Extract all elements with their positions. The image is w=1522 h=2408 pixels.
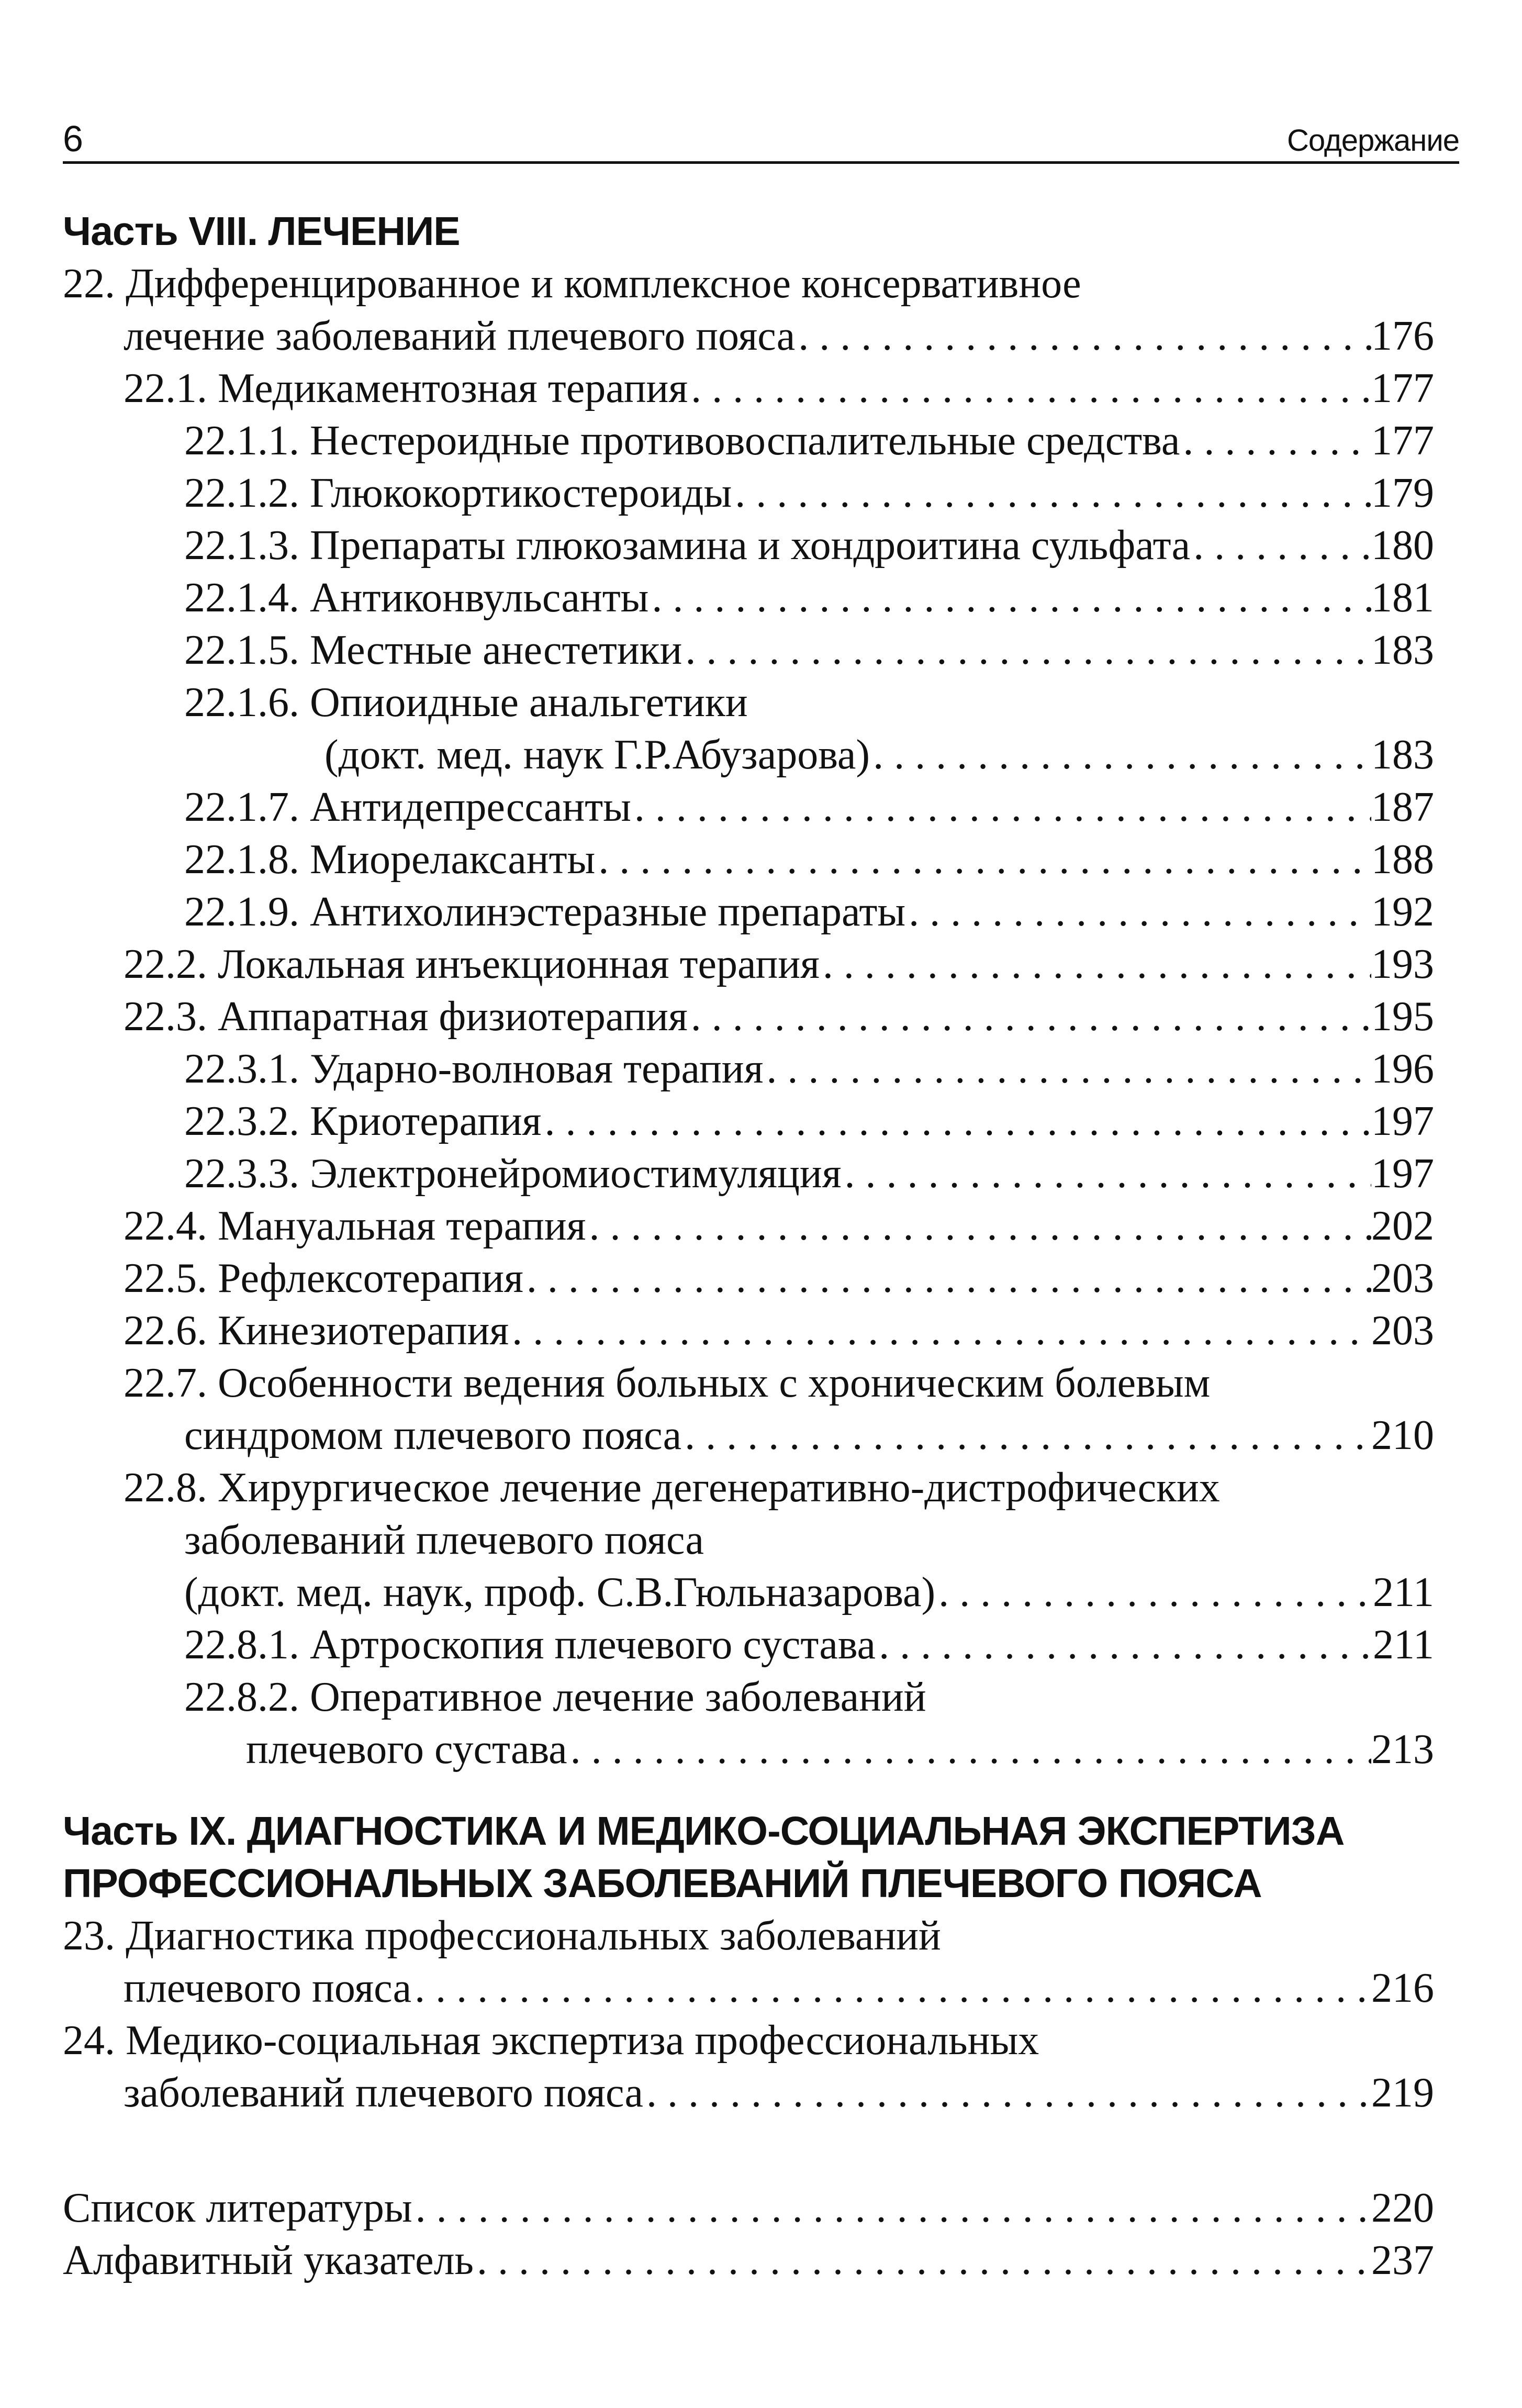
toc-entry-references[interactable] <box>63 2182 1434 2234</box>
toc-entry-title: 22.1. Медикаментозная терапия <box>124 365 688 411</box>
toc-entry-22-5[interactable] <box>124 1252 1434 1305</box>
toc-entry-22-8-title: 22.8. Хирургическое лечение дегенеративно-дистрофических <box>124 1465 1220 1511</box>
toc-page-number: 192 <box>1371 889 1434 935</box>
toc-page-number: 177 <box>1371 365 1434 411</box>
toc-page-number: 237 <box>1371 2237 1434 2283</box>
dot-leader <box>643 2067 1371 2119</box>
dot-leader <box>688 990 1371 1043</box>
dot-leader <box>732 467 1371 519</box>
toc-entry-22-1-1[interactable] <box>184 415 1434 467</box>
dot-leader <box>567 1723 1371 1776</box>
part-viii-heading: Часть VIII. ЛЕЧЕНИЕ <box>63 209 460 254</box>
running-head-section: Содержание <box>1287 124 1459 158</box>
toc-entry-23[interactable] <box>124 1962 1434 2014</box>
toc-entry-22[interactable] <box>124 310 1434 362</box>
toc-entry-22-1-8[interactable] <box>184 833 1434 886</box>
toc-entry-title: (докт. мед. наук, проф. С.В.Гюльназарова) <box>184 1569 936 1615</box>
toc-entry-22-8[interactable] <box>184 1566 1434 1619</box>
toc-entry-22-1-3[interactable] <box>184 519 1434 572</box>
toc-entry-23-title: 23. Диагностика профессиональных заболеваний <box>63 1913 941 1959</box>
dot-leader <box>1190 519 1371 572</box>
toc-entry-title: 22.3.3. Электронейромиостимуляция <box>184 1151 842 1197</box>
dot-leader <box>541 1095 1371 1147</box>
running-head <box>63 114 1459 164</box>
part-ix-heading-line2: ПРОФЕССИОНАЛЬНЫХ ЗАБОЛЕВАНИЙ ПЛЕЧЕВОГО ПОЯСА <box>63 1861 1262 1906</box>
toc-page-number: 196 <box>1371 1046 1434 1092</box>
dot-leader <box>631 781 1371 833</box>
toc-entry-title: 22.1.3. Препараты глюкозамина и хондроитина сульфата <box>184 522 1191 568</box>
toc-entry-title: 22.1.9. Антихолинэстеразные препараты <box>184 889 906 935</box>
toc-entry-title: 22.8.1. Артроскопия плечевого сустава <box>184 1622 876 1668</box>
toc-entry-title: 22.6. Кинезиотерапия <box>124 1308 509 1354</box>
dot-leader <box>1180 415 1371 467</box>
toc-page-number: 211 <box>1372 1569 1434 1615</box>
toc-entry-22-1-6[interactable] <box>324 729 1434 781</box>
toc-entry-title: синдромом плечевого пояса <box>184 1412 682 1458</box>
toc-page-number: 220 <box>1371 2185 1434 2231</box>
toc-entry-title: 22.1.8. Миорелаксанты <box>184 837 596 883</box>
toc-entry-22-3-2[interactable] <box>184 1095 1434 1147</box>
dot-leader <box>509 1305 1371 1357</box>
toc-entry-22-4[interactable] <box>124 1200 1434 1252</box>
toc-entry-22-1-9[interactable] <box>184 886 1434 938</box>
toc-entry-title: плечевого сустава <box>246 1726 567 1772</box>
dot-leader <box>586 1200 1371 1252</box>
toc-entry-22-1-5[interactable] <box>184 624 1434 676</box>
toc-entry-title: лечение заболеваний плечевого пояса <box>124 313 796 359</box>
toc-page-number: 219 <box>1371 2070 1434 2116</box>
toc-page-number: 216 <box>1371 1965 1434 2011</box>
toc-page-number: 203 <box>1371 1308 1434 1354</box>
toc-entry-22-2[interactable] <box>124 938 1434 990</box>
toc-page-number: 202 <box>1371 1203 1434 1249</box>
toc-entry-title: 22.3. Аппаратная физиотерапия <box>124 994 688 1040</box>
dot-leader <box>905 886 1371 938</box>
toc-entry-24-title: 24. Медико-социальная экспертиза профессиональных <box>63 2017 1039 2064</box>
toc-page-number: 197 <box>1371 1151 1434 1197</box>
toc-entry-title: 22.1.5. Местные анестетики <box>184 627 682 673</box>
toc-page-number: 176 <box>1371 313 1434 359</box>
dot-leader <box>842 1147 1371 1200</box>
toc-page-number: 177 <box>1371 418 1434 464</box>
dot-leader <box>876 1619 1373 1671</box>
toc-entry-22-1-7[interactable] <box>184 781 1434 833</box>
toc-page-number: 197 <box>1371 1098 1434 1144</box>
dot-leader <box>648 572 1371 624</box>
toc-entry-22-1[interactable] <box>124 362 1434 415</box>
dot-leader <box>523 1252 1371 1305</box>
toc-entry-title: 22.1.7. Антидепрессанты <box>184 784 631 830</box>
toc-entry-title: 22.1.1. Нестероидные противовоспалительные средства <box>184 418 1180 464</box>
toc-entry-22-1-6-title: 22.1.6. Опиоидные анальгетики <box>184 679 748 726</box>
dot-leader <box>411 1962 1371 2014</box>
toc-page-number: 179 <box>1371 470 1434 516</box>
toc-entry-title: плечевого пояса <box>124 1965 412 2011</box>
toc-entry-22-7-title: 22.7. Особенности ведения больных с хроническим болевым <box>124 1360 1211 1406</box>
toc-entry-title: 22.3.1. Ударно-волновая терапия <box>184 1046 764 1092</box>
toc-entry-title: 22.3.2. Криотерапия <box>184 1098 542 1144</box>
toc-entry-title: 22.4. Мануальная терапия <box>124 1203 586 1249</box>
toc-entry-22-8-2[interactable] <box>246 1723 1434 1776</box>
toc-page-number: 210 <box>1371 1412 1434 1458</box>
toc-entry-title: Список литературы <box>63 2185 412 2231</box>
page-number: 6 <box>63 118 83 159</box>
toc-entry-index[interactable] <box>63 2234 1434 2287</box>
toc-entry-22-8-title-cont: заболеваний плечевого пояса <box>184 1517 704 1563</box>
toc-entry-title: (докт. мед. наук Г.Р.Абузарова) <box>324 732 870 778</box>
dot-leader <box>870 729 1371 781</box>
dot-leader <box>763 1043 1371 1095</box>
toc-entry-22-3-3[interactable] <box>184 1147 1434 1200</box>
toc-entry-22-8-2-title: 22.8.2. Оперативное лечение заболеваний <box>184 1674 926 1720</box>
toc-page-number: 188 <box>1371 837 1434 883</box>
toc-page-number: 183 <box>1371 627 1434 673</box>
toc-page-number: 213 <box>1371 1726 1434 1772</box>
dot-leader <box>474 2234 1371 2287</box>
toc-entry-title: 22.1.4. Антиконвульсанты <box>184 575 649 621</box>
toc-page-number: 180 <box>1371 522 1434 568</box>
toc-entry-title: Алфавитный указатель <box>63 2237 474 2283</box>
part-ix-heading-line1: Часть IX. ДИАГНОСТИКА И МЕДИКО-СОЦИАЛЬНАЯ ЭКСПЕРТИЗА <box>63 1809 1345 1854</box>
toc-entry-22-6[interactable] <box>124 1305 1434 1357</box>
toc-entry-title: 22.5. Рефлексотерапия <box>124 1255 523 1301</box>
dot-leader <box>595 833 1371 886</box>
dot-leader <box>681 1409 1371 1462</box>
toc-entry-title: 22.2. Локальная инъекционная терапия <box>124 941 820 987</box>
toc-entry-22-1-2[interactable] <box>184 467 1434 519</box>
toc-page-number: 193 <box>1371 941 1434 987</box>
dot-leader <box>820 938 1371 990</box>
toc-page-number: 203 <box>1371 1255 1434 1301</box>
dot-leader <box>688 362 1371 415</box>
toc-page-number: 211 <box>1372 1622 1434 1668</box>
dot-leader <box>682 624 1371 676</box>
toc-entry-22-3-1[interactable] <box>184 1043 1434 1095</box>
toc-entry-22-title: 22. Дифференцированное и комплексное консервативное <box>63 261 1081 307</box>
toc-entry-title: заболеваний плечевого пояса <box>124 2070 643 2116</box>
dot-leader <box>412 2182 1371 2234</box>
toc-page-number: 195 <box>1371 994 1434 1040</box>
toc-entry-22-8-1[interactable] <box>184 1619 1434 1671</box>
toc-entry-24[interactable] <box>124 2067 1434 2119</box>
toc-page-number: 183 <box>1371 732 1434 778</box>
toc-page-number: 187 <box>1371 784 1434 830</box>
dot-leader <box>935 1566 1373 1619</box>
dot-leader <box>795 310 1371 362</box>
toc-entry-22-7[interactable] <box>184 1409 1434 1462</box>
toc-entry-title: 22.1.2. Глюкокортикостероиды <box>184 470 732 516</box>
toc-entry-22-3[interactable] <box>124 990 1434 1043</box>
toc-page-number: 181 <box>1371 575 1434 621</box>
toc-entry-22-1-4[interactable] <box>184 572 1434 624</box>
